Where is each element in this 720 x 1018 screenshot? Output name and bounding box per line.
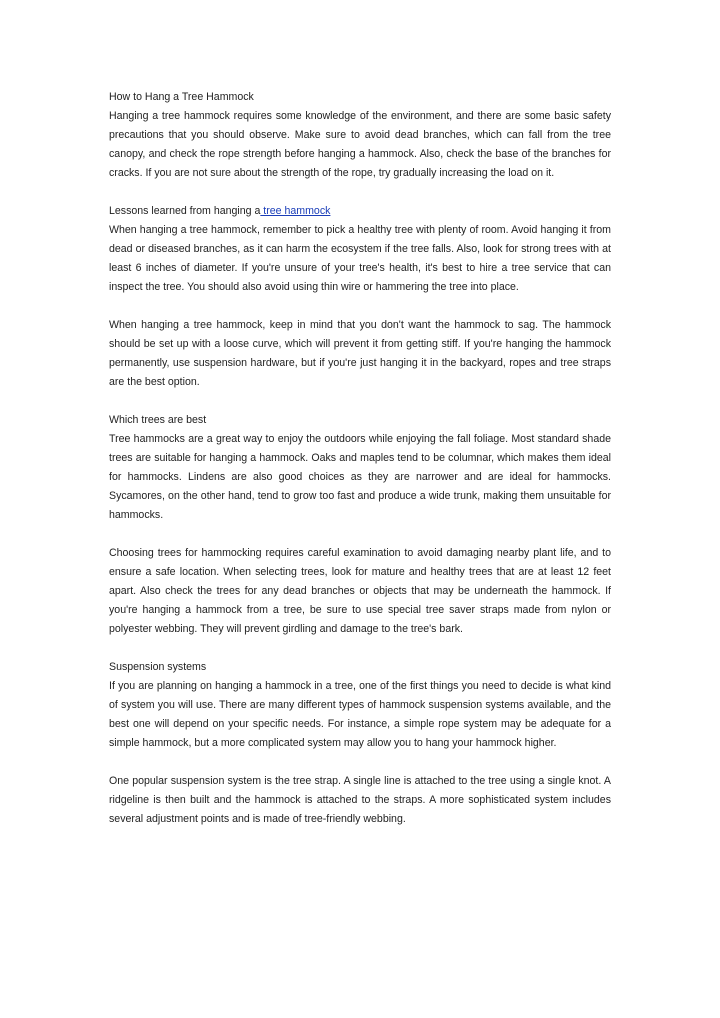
suspension-paragraph-1: If you are planning on hanging a hammock in a tree, one of the first things you need to decide is what kind of system you will use. There are many different types of hammock suspension systems available, and the best one will depend on your specific needs. For instance, a simple rope system may be adequate for a simple hammock, but a more complicated system may allow you to hang your hammock higher. — [109, 680, 611, 749]
trees-paragraph-2: Choosing trees for hammocking requires careful examination to avoid damaging nearby plant life, and to ensure a safe location. When selecting trees, look for mature and healthy trees that are at least 12 feet apart. Also check the trees for any dead branches or objects that may be underneath the hammock. If you're hanging a hammock from a tree, be sure to use special tree saver straps made from nylon or polyester webbing. They will prevent girdling and damage to the tree's bark. — [109, 547, 611, 635]
suspension-paragraph-2: One popular suspension system is the tree strap. A single line is attached to the tree using a single knot. A ridgeline is then built and the hammock is attached to the straps. A more sophisticated system includes several adjustment points and is made of tree-friendly webbing. — [109, 775, 611, 825]
lessons-paragraph-1: When hanging a tree hammock, remember to pick a healthy tree with plenty of room. Avoid hanging it from dead or diseased branches, as it can harm the ecosystem if the tree falls. Also, look for strong trees with at least 6 inches of diameter. If you're unsure of your tree's health, it's best to hire a tree service that can inspect the tree. You should also avoid using thin wire or hammering the tree into place. — [109, 224, 611, 293]
document-page — [109, 88, 611, 829]
trees-paragraph-1: Tree hammocks are a great way to enjoy the outdoors while enjoying the fall foliage. Most standard shade trees are suitable for hanging a hammock. Oaks and maples tend to be columnar, which makes them ideal for hammocks. Lindens are also good choices as they are narrower and are ideal for hammocks. Sycamores, on the other hand, tend to grow too fast and produce a wide trunk, making them unsuitable for hammocks. — [109, 433, 611, 521]
paragraph-spacer — [109, 753, 611, 772]
paragraph-spacer — [109, 297, 611, 316]
tree-hammock-link[interactable]: tree hammock — [260, 205, 331, 217]
paragraph-spacer — [109, 639, 611, 658]
paragraph-spacer — [109, 525, 611, 544]
section-heading-lessons-text: Lessons learned from hanging a — [109, 205, 261, 217]
paragraph-spacer — [109, 183, 611, 202]
paragraph-spacer — [109, 392, 611, 411]
lessons-paragraph-2: When hanging a tree hammock, keep in mind that you don't want the hammock to sag. The hammock should be set up with a loose curve, which will prevent it from getting stiff. If you're hanging the hammock permanently, use suspension hardware, but if you're just hanging it in the backyard, ropes and tree straps are the best option. — [109, 319, 611, 388]
intro-paragraph: Hanging a tree hammock requires some knowledge of the environment, and there are some basic safety precautions that you should observe. Make sure to avoid dead branches, which can fall from the tree canopy, and check the rope strength before hanging a hammock. Also, check the base of the branches for cracks. If you are not sure about the strength of the rope, try gradually increasing the load on it. — [109, 110, 611, 179]
section-heading-suspension: Suspension systems — [109, 661, 207, 673]
section-heading-lessons — [109, 202, 611, 221]
document-title: How to Hang a Tree Hammock — [109, 91, 254, 103]
section-heading-trees: Which trees are best — [109, 414, 207, 426]
